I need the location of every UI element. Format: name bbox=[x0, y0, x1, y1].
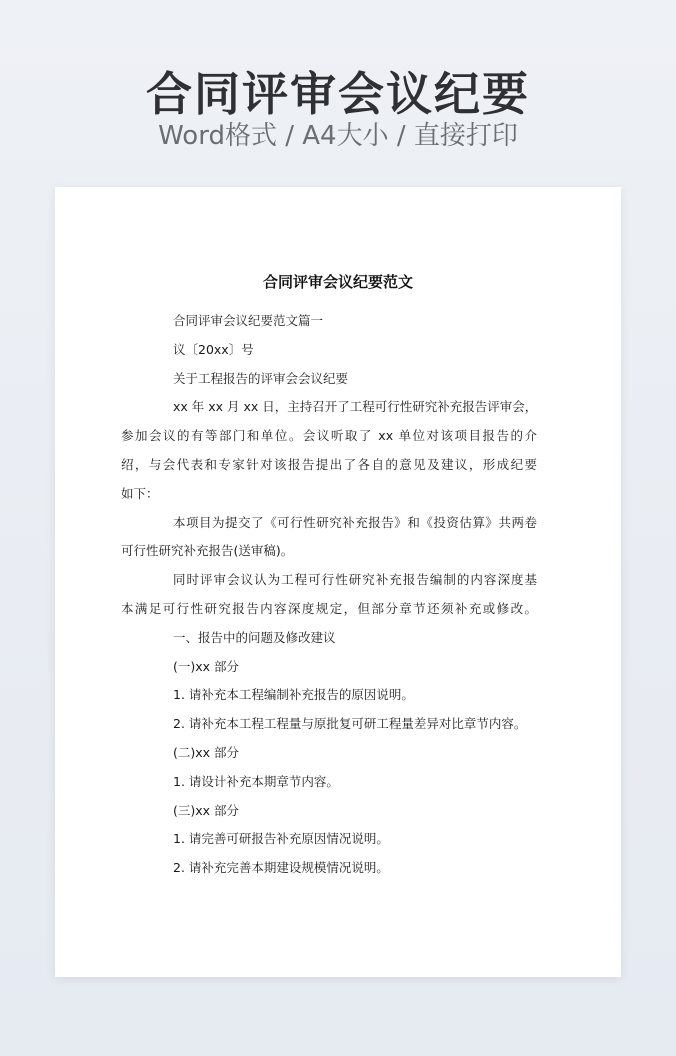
doc-line: (二)xx 部分 bbox=[173, 744, 240, 760]
doc-line: 议〔20xx〕号 bbox=[173, 341, 254, 357]
doc-line: 本满足可行性研究报告内容深度规定，但部分章节还须补充或修改。 bbox=[121, 600, 537, 616]
doc-line: 本项目为提交了《可行性研究补充报告》和《投资估算》共两卷 bbox=[173, 514, 537, 530]
doc-line: 1. 请补充本工程编制补充报告的原因说明。 bbox=[173, 687, 414, 703]
doc-line: 参加会议的有等部门和单位。会议听取了 xx 单位对该项目报告的介 bbox=[121, 428, 537, 444]
doc-line: xx 年 xx 月 xx 日，主持召开了工程可行性研究补充报告评审会， bbox=[173, 399, 538, 415]
doc-line: 同时评审会议认为工程可行性研究补充报告编制的内容深度基 bbox=[173, 572, 537, 588]
doc-line: 一、报告中的问题及修改建议 bbox=[173, 629, 336, 645]
doc-line: 如下： bbox=[121, 485, 159, 501]
doc-line: 2. 请补充完善本期建设规模情况说明。 bbox=[173, 860, 389, 876]
document-title: 合同评审会议纪要范文 bbox=[262, 273, 413, 291]
doc-line: 1. 请完善可研报告补充原因情况说明。 bbox=[173, 831, 389, 847]
document-page bbox=[55, 187, 621, 977]
document-body bbox=[121, 307, 538, 883]
banner-subtitle: Word格式 / A4大小 / 直接打印 bbox=[158, 121, 518, 151]
doc-line: 关于工程报告的评审会会议纪要 bbox=[173, 370, 349, 386]
doc-line: 可行性研究补充报告(送审稿)。 bbox=[121, 543, 294, 559]
doc-line: 合同评审会议纪要范文篇一 bbox=[173, 313, 324, 328]
doc-line: (一)xx 部分 bbox=[173, 658, 240, 674]
doc-line: (三)xx 部分 bbox=[173, 802, 240, 818]
doc-line: 1. 请设计补充本期章节内容。 bbox=[173, 773, 339, 789]
banner-title: 合同评审会议纪要 bbox=[146, 67, 530, 121]
doc-line: 2. 请补充本工程工程量与原批复可研工程量差异对比章节内容。 bbox=[173, 716, 527, 732]
doc-line: 绍，与会代表和专家针对该报告提出了各自的意见及建议，形成纪要 bbox=[121, 456, 537, 472]
